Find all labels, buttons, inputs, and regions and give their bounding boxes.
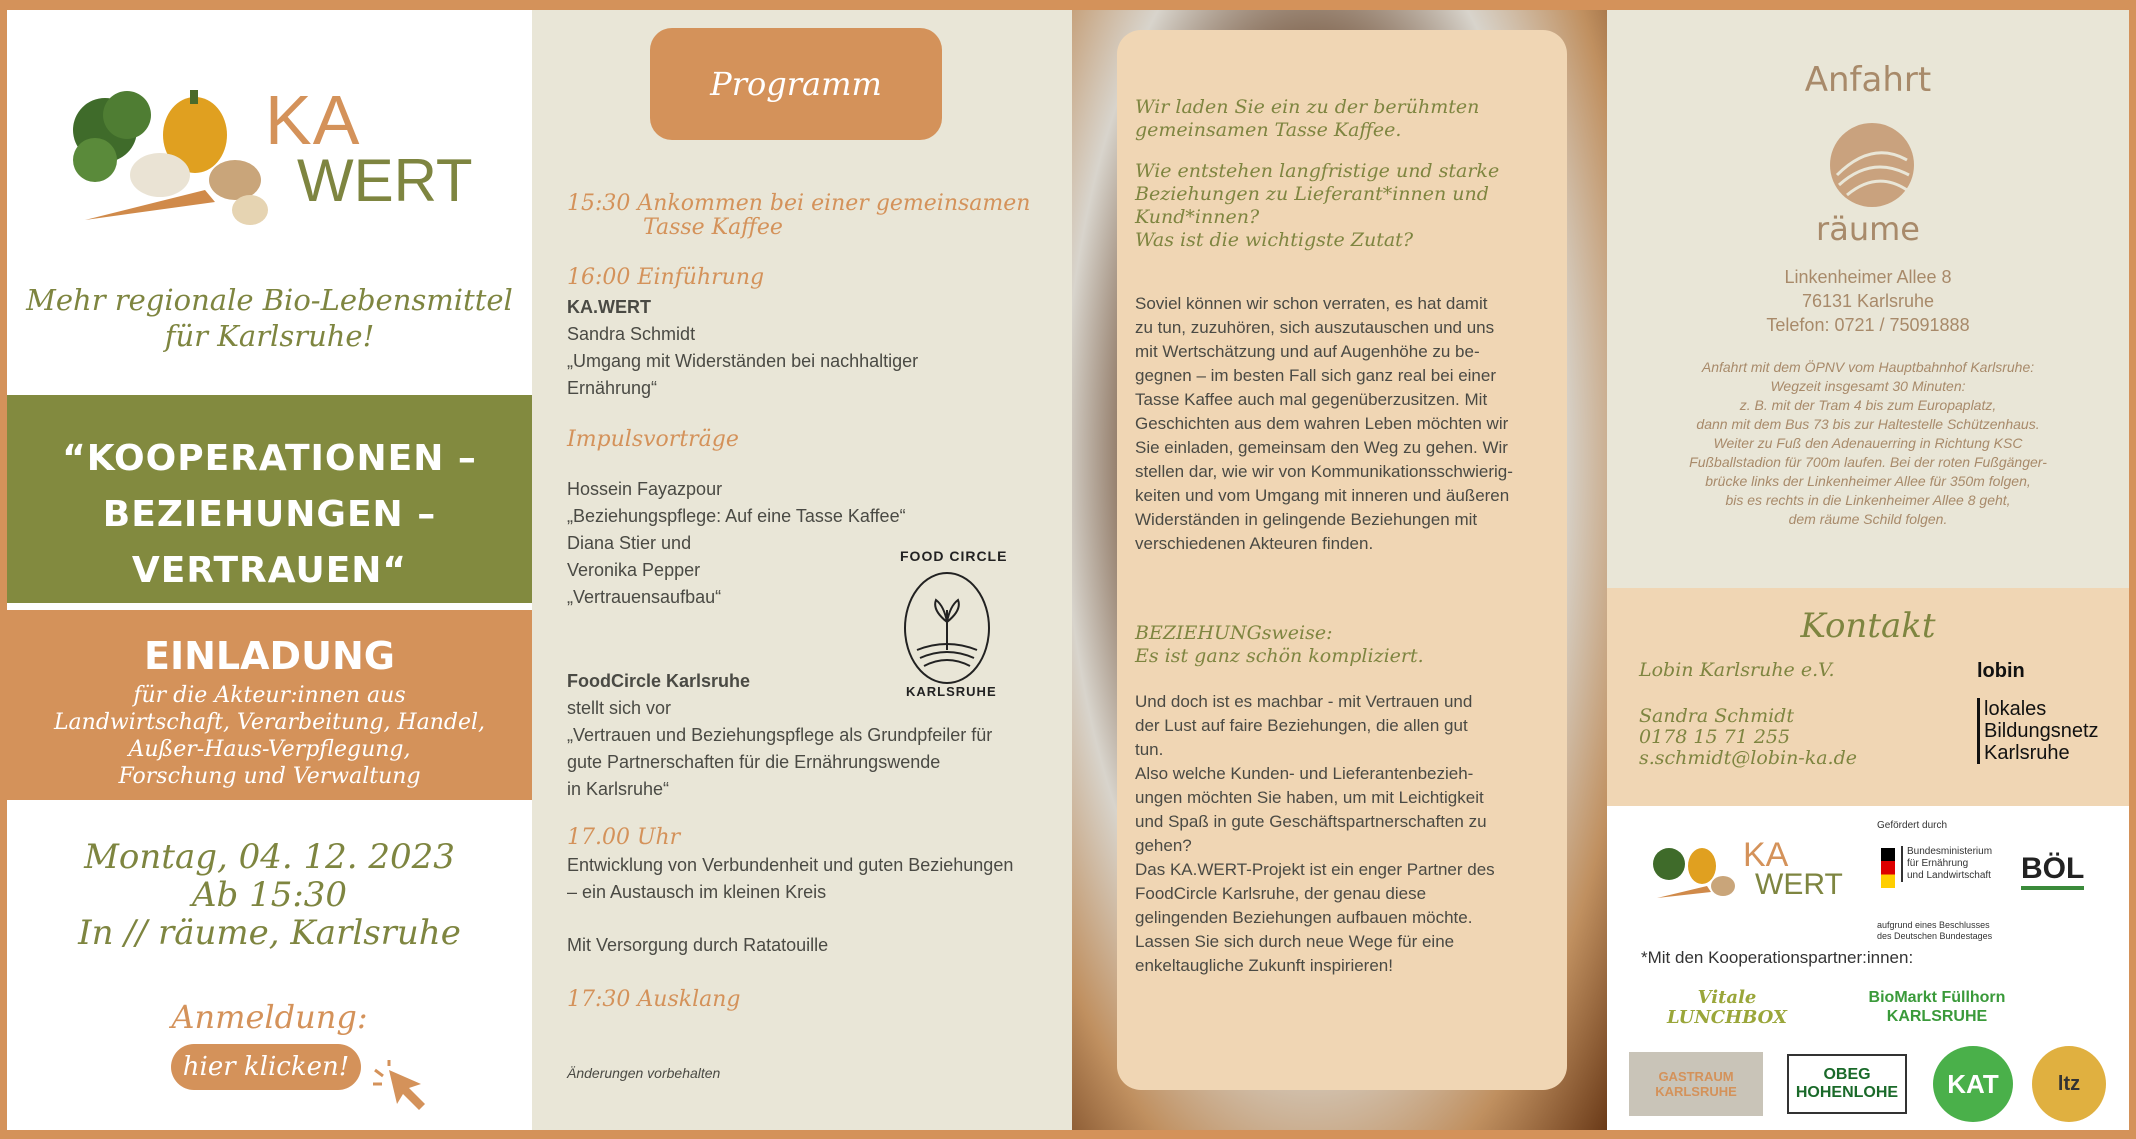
text-line: und Landwirtschaft	[1907, 870, 1991, 881]
text-line: Beziehungen zu Lieferant*innen und	[1135, 183, 1489, 205]
contact-details	[1639, 706, 1857, 769]
talk-title: gute Partnerschaften für die Ernährungswende	[567, 752, 941, 772]
text-line: des Deutschen Bundestages	[1877, 931, 1993, 941]
text-line: FoodCircle Karlsruhe, der genau diese	[1135, 884, 1427, 903]
talk-title: „Beziehungspflege: Auf eine Tasse Kaffee“	[567, 506, 906, 526]
talk-title: „Vertrauen und Beziehungspflege als Grundpfeiler für	[567, 725, 993, 745]
kawert-logo-small-ka: KA	[1743, 836, 1789, 874]
text-line: ungen möchten Sie haben, um mit Leichtigkeit	[1135, 788, 1484, 807]
program-org: KA.WERT	[567, 297, 651, 317]
text-line: brücke links der Linkenheimer Allee für 350m folgen,	[1705, 473, 2031, 489]
contact-org: Lobin Karlsruhe e.V.	[1639, 659, 1835, 681]
venue-name: räume	[1816, 210, 1920, 248]
text-line: tun.	[1135, 740, 1164, 759]
boel-logo: BÖL	[2021, 852, 2084, 890]
info-panel	[1607, 10, 2129, 1130]
text-line: gehen?	[1135, 836, 1192, 855]
text-line: Das KA.WERT-Projekt ist ein enger Partner des	[1135, 860, 1495, 879]
speaker-name: Sandra Schmidt	[567, 324, 696, 344]
talk-title: „Umgang mit Widerständen bei nachhaltiger	[567, 351, 919, 371]
text-line: BEZIEHUNGsweise:	[1135, 622, 1333, 644]
text-line: aufgrund eines Beschlusses	[1877, 920, 1990, 930]
text-line: stellen dar, wie wir von Kommunikationsschwierig-	[1135, 462, 1513, 481]
text-line: Wir laden Sie ein zu der berühmten	[1135, 96, 1480, 118]
workshop-title	[7, 431, 532, 599]
program-item-arrival	[567, 192, 1067, 240]
talk-title: „Vertrauensaufbau“	[567, 587, 722, 607]
partner-logo-obeg: OBEG HOHENLOHE	[1787, 1054, 1907, 1114]
contact-heading: Kontakt	[1800, 606, 1936, 646]
text-line: gemeinsamen Tasse Kaffee.	[1135, 119, 1402, 141]
register-button[interactable]: hier klicken!	[171, 1044, 361, 1090]
kawert-logo-small	[1647, 836, 1737, 906]
logo-wert: WERT	[297, 147, 473, 214]
invite-line: Landwirtschaft, Verarbeitung, Handel,	[53, 710, 486, 735]
invitation-heading: EINLADUNG	[144, 634, 395, 678]
flyer	[7, 10, 2129, 1130]
text-line: Lassen Sie sich durch neue Wege für eine	[1135, 932, 1455, 951]
invite-line: für die Akteur:innen aus	[133, 683, 406, 708]
text-line: Karlsruhe	[1984, 742, 2070, 764]
program-section: Impulsvorträge	[567, 427, 739, 452]
program-heading: Programm	[650, 28, 942, 140]
title-line: BEZIEHUNGEN – VERTRAUEN“	[102, 494, 437, 591]
register-label: Anmeldung:	[171, 998, 368, 1036]
food-circle-logo-bottom: KARLSRUHE	[906, 684, 997, 699]
text-line: und Spaß in gute Geschäftspartnerschaften zu	[1135, 812, 1487, 831]
program-time: 15:30 Ankommen bei einer gemeinsamen	[567, 191, 1031, 216]
funded-by: Gefördert durch	[1877, 820, 1948, 831]
text-line: dem räume Schild folgen.	[1788, 511, 1948, 527]
time-line: Ab 15:30	[191, 875, 348, 915]
address-line: Linkenheimer Allee 8	[1784, 267, 1952, 287]
partner-logo-gastraum: GASTRAUM KARLSRUHE	[1629, 1052, 1763, 1116]
program-time: 16:00 Einführung	[567, 265, 765, 290]
text-line: der Lust auf faire Beziehungen, die allen gut	[1135, 716, 1468, 735]
text-line: gegnen – im besten Fall sich ganz real bei einer	[1135, 366, 1496, 385]
talk-title: Ernährung“	[567, 378, 658, 398]
program-panel	[532, 10, 1072, 1130]
text-line: Bildungsnetz	[1984, 720, 2099, 742]
text-line: Also welche Kunden- und Lieferantenbezieh-	[1135, 764, 1474, 783]
logo-ka: KA	[265, 81, 361, 159]
invitation-band	[7, 610, 532, 800]
contact-email[interactable]: s.schmidt@lobin-ka.de	[1639, 747, 1858, 769]
speaker-name: Hossein Fayazpour	[567, 479, 723, 499]
german-eagle-icon	[1881, 848, 1895, 888]
program-item-intro	[567, 266, 1067, 402]
pointer-cursor-icon	[369, 1060, 449, 1120]
text-line: enkeltaugliche Zukunft inspirieren!	[1135, 956, 1393, 975]
ministry-decision	[1877, 920, 1992, 942]
text-line: Fußballstadion für 700m laufen. Bei der roten Fußgänger-	[1689, 454, 2047, 470]
intro-question	[1135, 160, 1499, 252]
program-item-foodcircle	[567, 668, 1067, 803]
text-line: für Ernährung	[1907, 858, 1969, 869]
program-text: stellt sich vor	[567, 698, 672, 718]
text-line: Was ist die wichtigste Zutat?	[1135, 229, 1414, 251]
title-band	[7, 395, 532, 603]
title-line: “KOOPERATIONEN –	[62, 438, 477, 479]
ministry-name	[1901, 846, 1992, 882]
date-line: Montag, 04. 12. 2023	[84, 837, 455, 877]
partners-label: *Mit den Kooperationspartner:innen:	[1641, 948, 1914, 967]
program-item-end	[567, 988, 1067, 1012]
program-text: Mit Versorgung durch Ratatouille	[567, 935, 829, 955]
text-line: z. B. mit der Tram 4 bis zum Europaplatz,	[1739, 397, 1997, 413]
text-line: mit Wertschätzung und auf Augenhöhe zu be-	[1135, 342, 1480, 361]
raeume-logo-icon	[1827, 120, 1917, 210]
program-time: 17:30 Ausklang	[567, 987, 741, 1012]
tagline	[7, 282, 532, 354]
intro-question	[1135, 96, 1479, 142]
program-text: Entwicklung von Verbundenheit und guten Beziehungen	[567, 855, 1014, 875]
invite-line: Außer-Haus-Verpflegung,	[128, 737, 411, 762]
invitation-text	[7, 682, 532, 790]
text-line: dann mit dem Bus 73 bis zur Haltestelle Schützenhaus.	[1696, 416, 2040, 432]
text-line: zu tun, zuzuhören, sich auszutauschen und uns	[1135, 318, 1495, 337]
intro-card	[1117, 30, 1567, 1090]
text-line: Wie entstehen langfristige und starke	[1135, 160, 1500, 182]
text-line: Tasse Kaffee auch mal gegenüberzusitzen. Mit	[1135, 390, 1488, 409]
text-line: gelingenden Beziehungen aufbauen möchte.	[1135, 908, 1473, 927]
tagline-line: für Karlsruhe!	[164, 319, 375, 353]
contact-section	[1607, 588, 2129, 806]
partner-logo-biomarkt: BioMarkt Füllhorn KARLSRUHE	[1868, 989, 2006, 1025]
text-line: bis es rechts in die Linkenheimer Allee 8 geht,	[1725, 492, 2011, 508]
text-line: Und doch ist es machbar - mit Vertrauen und	[1135, 692, 1473, 711]
venue-address	[1607, 265, 2129, 337]
text-line: Widerständen in gelingende Beziehungen mit	[1135, 510, 1478, 529]
text-line: Bundesministerium	[1907, 846, 1993, 857]
text-line: Weiter zu Fuß den Adenauerring in Richtung KSC	[1713, 435, 2023, 451]
partner-logo-ltz: ltz	[2032, 1046, 2106, 1122]
transit-directions	[1607, 358, 2129, 529]
vegetables-illustration	[65, 70, 275, 240]
program-time: 17.00 Uhr	[567, 825, 681, 850]
relationship-heading	[1135, 622, 1424, 668]
text-line: Soviel können wir schon verraten, es hat damit	[1135, 294, 1488, 313]
text-line: keiten und vom Umgang mit inneren und äußeren	[1135, 486, 1510, 505]
text-line: lokales	[1984, 698, 2047, 720]
phone-line: Telefon: 0721 / 75091888	[1766, 315, 1970, 335]
text-line: Kund*innen?	[1135, 206, 1260, 228]
cover-panel	[7, 10, 532, 1130]
event-date	[7, 838, 532, 952]
sponsors-section	[1607, 806, 2129, 1130]
invite-line: Forschung und Verwaltung	[118, 764, 421, 789]
intro-paragraph	[1135, 292, 1555, 556]
address-line: 76131 Karlsruhe	[1801, 291, 1935, 311]
partner-logo-vitale: Vitale LUNCHBOX	[1666, 987, 1788, 1028]
program-org: FoodCircle Karlsruhe	[567, 671, 751, 691]
talk-title: in Karlsruhe“	[567, 779, 670, 799]
text-line: Wegzeit insgesamt 30 Minuten:	[1770, 378, 1966, 394]
partner-logo-kat: KAT	[1933, 1046, 2013, 1122]
speaker-name: Diana Stier und	[567, 533, 692, 553]
text-line: verschiedenen Akteuren finden.	[1135, 534, 1374, 553]
lobin-logo: lobin	[1977, 660, 2025, 682]
program-time-cont: Tasse Kaffee	[643, 215, 783, 240]
kawert-logo-small-wert: WERT	[1755, 868, 1843, 901]
text-line: Anfahrt mit dem ÖPNV vom Hauptbahnhof Karlsruhe:	[1701, 359, 2035, 375]
food-circle-logo-top: FOOD CIRCLE	[900, 548, 1008, 564]
program-item-exchange	[567, 826, 1067, 959]
directions-heading: Anfahrt	[1804, 60, 1932, 100]
speaker-name: Veronika Pepper	[567, 560, 701, 580]
text-line: Geschichten aus dem wahren Leben möchten wir	[1135, 414, 1509, 433]
tagline-line: Mehr regionale Bio-Lebensmittel	[26, 283, 513, 317]
contact-person: Sandra Schmidt	[1639, 705, 1794, 727]
program-text: – ein Austausch im kleinen Kreis	[567, 882, 827, 902]
text-line: Sie einladen, gemeinsam den Weg zu gehen. Wir	[1135, 438, 1508, 457]
coffee-panel	[1072, 10, 1607, 1130]
contact-phone[interactable]: 0178 15 71 255	[1639, 726, 1791, 748]
location-line: In // räume, Karlsruhe	[78, 913, 461, 953]
text-line: Es ist ganz schön kompliziert.	[1135, 645, 1424, 667]
lobin-logo-text	[1977, 698, 2099, 764]
directions-section	[1607, 10, 2129, 588]
relationship-paragraph	[1135, 690, 1555, 978]
changes-note: Änderungen vorbehalten	[567, 1065, 721, 1081]
